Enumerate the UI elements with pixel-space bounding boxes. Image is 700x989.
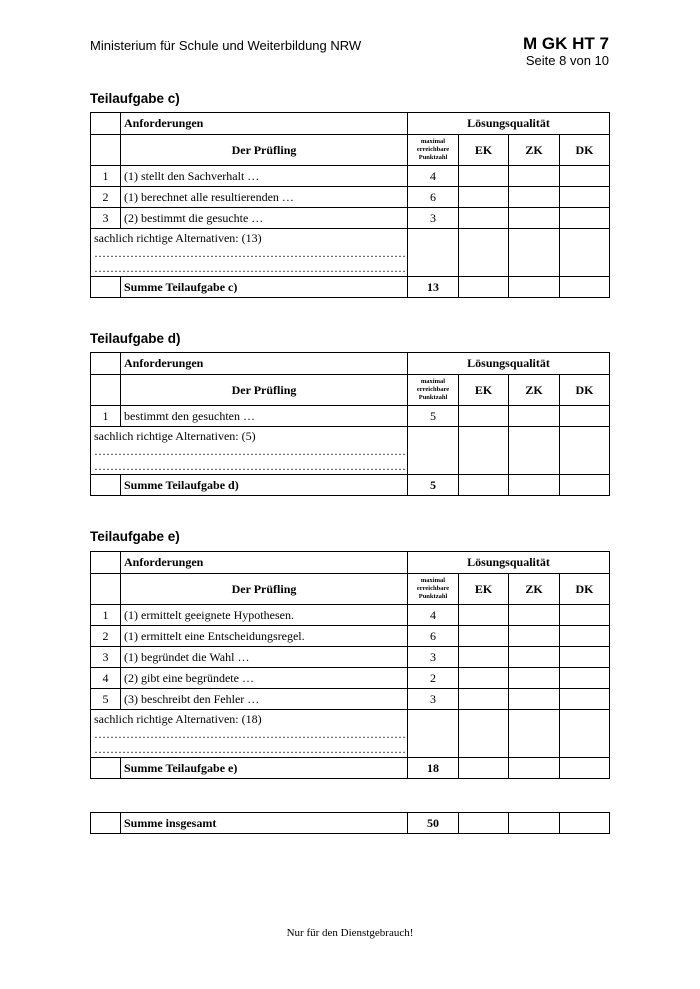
row-points bbox=[408, 710, 459, 758]
zk-cell bbox=[509, 427, 560, 475]
table-row bbox=[91, 668, 610, 689]
row-number: 2 bbox=[91, 187, 121, 208]
row-points: 6 bbox=[408, 187, 459, 208]
zk-cell bbox=[509, 758, 560, 779]
cell-empty bbox=[91, 813, 121, 834]
ek-cell bbox=[459, 710, 509, 758]
dk-cell bbox=[560, 187, 610, 208]
ek-cell bbox=[459, 668, 509, 689]
zk-cell bbox=[509, 475, 560, 496]
section-title-e: Teilaufgabe e) bbox=[90, 529, 180, 544]
dk-cell bbox=[560, 166, 610, 187]
col-header-max-points: maximal erreichbare Punktzahl bbox=[408, 135, 459, 166]
total-table bbox=[90, 812, 610, 834]
col-header-loesungsqualitaet: Lösungsqualität bbox=[408, 113, 610, 135]
dk-cell bbox=[560, 427, 610, 475]
col-header-anforderungen: Anforderungen bbox=[121, 113, 408, 135]
sum-points: 18 bbox=[408, 758, 459, 779]
section-title-c: Teilaufgabe c) bbox=[90, 91, 180, 106]
col-header-zk: ZK bbox=[509, 574, 560, 605]
row-points bbox=[408, 229, 459, 277]
table-row bbox=[91, 166, 610, 187]
col-header-anforderungen: Anforderungen bbox=[121, 353, 408, 375]
col-header-pruefling: Der Prüfling bbox=[121, 574, 408, 605]
footer-note: Nur für den Dienstgebrauch! bbox=[286, 927, 414, 939]
dk-cell bbox=[560, 647, 610, 668]
table-row bbox=[91, 605, 610, 626]
dk-cell bbox=[560, 406, 610, 427]
zk-cell bbox=[509, 626, 560, 647]
col-header-dk: DK bbox=[560, 135, 610, 166]
row-number: 1 bbox=[91, 605, 121, 626]
col-header-dk: DK bbox=[560, 375, 610, 406]
header-page-number: Seite 8 von 10 bbox=[525, 53, 609, 68]
sum-label: Summe Teilaufgabe d) bbox=[121, 475, 408, 496]
zk-cell bbox=[509, 229, 560, 277]
ek-cell bbox=[459, 813, 509, 834]
col-header-loesungsqualitaet: Lösungsqualität bbox=[408, 552, 610, 574]
zk-cell bbox=[509, 689, 560, 710]
col-header-dk: DK bbox=[560, 574, 610, 605]
ek-cell bbox=[459, 187, 509, 208]
section-title-d: Teilaufgabe d) bbox=[90, 331, 181, 346]
row-points: 6 bbox=[408, 626, 459, 647]
row-points bbox=[408, 427, 459, 475]
sum-points: 5 bbox=[408, 475, 459, 496]
dk-cell bbox=[560, 277, 610, 298]
ek-cell bbox=[459, 626, 509, 647]
ek-cell bbox=[459, 689, 509, 710]
col-header-ek: EK bbox=[459, 135, 509, 166]
dk-cell bbox=[560, 689, 610, 710]
row-requirement: (2) bestimmt die gesuchte … bbox=[121, 208, 408, 229]
table-row bbox=[91, 187, 610, 208]
ek-cell bbox=[459, 229, 509, 277]
col-header-loesungsqualitaet: Lösungsqualität bbox=[408, 353, 610, 375]
col-header-pruefling: Der Prüfling bbox=[121, 135, 408, 166]
alternatives-cell: sachlich richtige Alternativen: (5) …………………………………………………………………… …………………………………………………………………… bbox=[91, 427, 408, 475]
row-requirement: bestimmt den gesuchten … bbox=[121, 406, 408, 427]
row-number: 2 bbox=[91, 626, 121, 647]
zk-cell bbox=[509, 208, 560, 229]
ek-cell bbox=[459, 166, 509, 187]
table-row bbox=[91, 689, 610, 710]
table-row bbox=[91, 647, 610, 668]
dk-cell bbox=[560, 710, 610, 758]
zk-cell bbox=[509, 813, 560, 834]
ek-cell bbox=[459, 605, 509, 626]
row-requirement: (1) ermittelt geeignete Hypothesen. bbox=[121, 605, 408, 626]
zk-cell bbox=[509, 166, 560, 187]
row-points: 3 bbox=[408, 647, 459, 668]
row-number: 3 bbox=[91, 208, 121, 229]
ek-cell bbox=[459, 406, 509, 427]
dk-cell bbox=[560, 758, 610, 779]
row-number: 4 bbox=[91, 668, 121, 689]
cell-empty bbox=[91, 277, 121, 298]
header-code: M GK HT 7 bbox=[523, 34, 609, 53]
ek-cell bbox=[459, 208, 509, 229]
row-points: 2 bbox=[408, 668, 459, 689]
row-number: 1 bbox=[91, 406, 121, 427]
alternatives-cell: sachlich richtige Alternativen: (13) …………………………………………………………………… …………………………………………………………………… bbox=[91, 229, 408, 277]
col-header-zk: ZK bbox=[509, 375, 560, 406]
col-header-ek: EK bbox=[459, 574, 509, 605]
sum-label: Summe Teilaufgabe c) bbox=[121, 277, 408, 298]
row-points: 5 bbox=[408, 406, 459, 427]
col-header-max-points: maximal erreichbare Punktzahl bbox=[408, 375, 459, 406]
sum-points: 13 bbox=[408, 277, 459, 298]
row-points: 3 bbox=[408, 689, 459, 710]
cell-empty bbox=[91, 375, 121, 406]
col-header-anforderungen: Anforderungen bbox=[121, 552, 408, 574]
grading-table-c bbox=[90, 112, 610, 298]
row-points: 4 bbox=[408, 166, 459, 187]
row-number: 5 bbox=[91, 689, 121, 710]
grading-table-d bbox=[90, 352, 610, 496]
row-number: 1 bbox=[91, 166, 121, 187]
zk-cell bbox=[509, 187, 560, 208]
row-requirement: (3) beschreibt den Fehler … bbox=[121, 689, 408, 710]
row-requirement: (1) ermittelt eine Entscheidungsregel. bbox=[121, 626, 408, 647]
zk-cell bbox=[509, 406, 560, 427]
row-requirement: (1) stellt den Sachverhalt … bbox=[121, 166, 408, 187]
col-header-ek: EK bbox=[459, 375, 509, 406]
total-points: 50 bbox=[408, 813, 459, 834]
sum-label: Summe Teilaufgabe e) bbox=[121, 758, 408, 779]
zk-cell bbox=[509, 710, 560, 758]
row-points: 3 bbox=[408, 208, 459, 229]
col-header-pruefling: Der Prüfling bbox=[121, 375, 408, 406]
cell-empty bbox=[91, 758, 121, 779]
row-requirement: (1) begründet die Wahl … bbox=[121, 647, 408, 668]
zk-cell bbox=[509, 605, 560, 626]
ek-cell bbox=[459, 427, 509, 475]
col-header-zk: ZK bbox=[509, 135, 560, 166]
row-points: 4 bbox=[408, 605, 459, 626]
row-requirement: (1) berechnet alle resultierenden … bbox=[121, 187, 408, 208]
cell-empty bbox=[91, 475, 121, 496]
col-header-max-points: maximal erreichbare Punktzahl bbox=[408, 574, 459, 605]
dk-cell bbox=[560, 208, 610, 229]
cell-empty bbox=[91, 113, 121, 135]
table-row bbox=[91, 626, 610, 647]
dk-cell bbox=[560, 475, 610, 496]
table-row bbox=[91, 208, 610, 229]
cell-empty bbox=[91, 574, 121, 605]
dk-cell bbox=[560, 605, 610, 626]
ek-cell bbox=[459, 277, 509, 298]
ek-cell bbox=[459, 475, 509, 496]
alternatives-cell: sachlich richtige Alternativen: (18) …………………………………………………………………… …………………………………………………………………… bbox=[91, 710, 408, 758]
zk-cell bbox=[509, 668, 560, 689]
ek-cell bbox=[459, 758, 509, 779]
header-ministry: Ministerium für Schule und Weiterbildung NRW bbox=[90, 38, 362, 53]
zk-cell bbox=[509, 647, 560, 668]
dk-cell bbox=[560, 813, 610, 834]
cell-empty bbox=[91, 135, 121, 166]
total-label: Summe insgesamt bbox=[121, 813, 408, 834]
dk-cell bbox=[560, 626, 610, 647]
dk-cell bbox=[560, 229, 610, 277]
dk-cell bbox=[560, 668, 610, 689]
cell-empty bbox=[91, 353, 121, 375]
grading-table-e bbox=[90, 551, 610, 779]
ek-cell bbox=[459, 647, 509, 668]
row-number: 3 bbox=[91, 647, 121, 668]
table-row bbox=[91, 406, 610, 427]
row-requirement: (2) gibt eine begründete … bbox=[121, 668, 408, 689]
zk-cell bbox=[509, 277, 560, 298]
cell-empty bbox=[91, 552, 121, 574]
